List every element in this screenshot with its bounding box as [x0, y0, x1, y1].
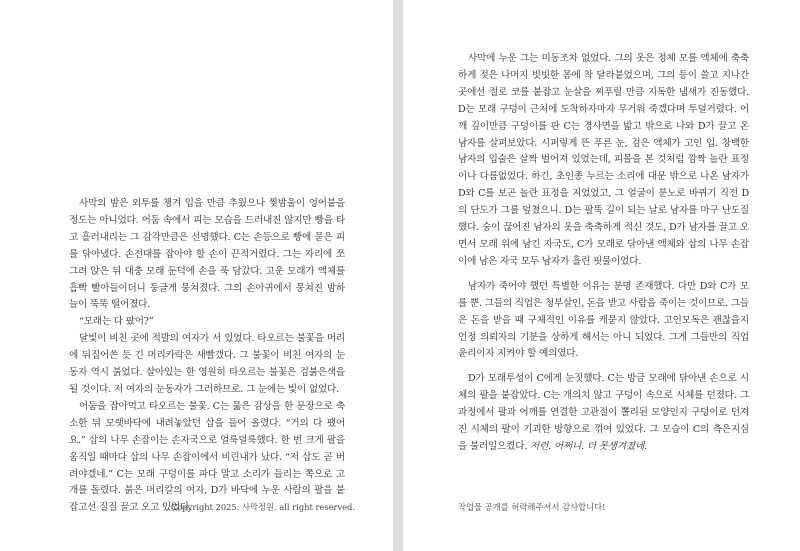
right-page [403, 0, 800, 551]
right-page-text [458, 51, 749, 456]
paragraph-with-italic [458, 371, 749, 456]
left-page-text [69, 196, 345, 517]
paragraph: 사막의 밤은 외투를 챙겨 입을 만큼 추웠으나 찢밤울이 엉어붙을 정도는 아니었다. 어둠 속에서 피는 모습을 드러내진 않지만 빵을 타고 흘러내리는 그 감각만큼은 선명했다. C는 손등으로 빵에 묻은 피를 닦아냈다. 손전대를 잡아야 할 손이 끈적거렸다. 그는 자리에 쪼그려 앉은 뒤 대충 모래 둔덕에 손을 푹 담갔다. 고운 모래가 액체를 흡빡 빨아들이더니 둥글게 뭉쳐졌다. 그의 손아귀에서 뭉쳐진 밤하늘이 뚝뚝 떨어졌다. [69, 198, 345, 311]
paragraph: 사막에 누운 그는 미동조차 없었다. 그의 옷은 정체 모를 액체에 축축하게 젖은 나머지 빗빗한 몸에 착 달라붙었으며, 그의 등이 쓸고 지나간 곳에선 절로 코를 붙잡고 눈살을 찌푸릴 만큼 지독한 냄새가 진동했다. D는 모래 구덩이 근처에 도착하자마자 무거워 죽겠다며 투덜거렸다. 어깨 깊이만큼 구덩이를 판 C는 경사면을 밟고 밖으로 나와 D가 끌고 온 남자를 살펴보았다. 시퍼렇게 뜬 푸른 눈, 검은 액체가 고인 입. 창백한 남자의 입술은 살짝 벌어져 있었는데, 피몰을 본 것처럼 깜짝 놀란 표정이나 다름없었다. 하긴, 초인종 누르는 소리에 대문 밖으로 나온 남자가 D와 C를 보곤 놀란 표정을 지었었고, 그 얼굴이 분노로 바뀌기 직전 D의 단도가 그를 덮쳤으니. D는 팔뚝 길이 되는 날로 남자를 마구 난도질했다. 숭이 끊어진 남자의 옷을 축축하게 적신 것도, D가 남자를 끌고 오면서 모래 위에 남긴 자국도, C가 모래로 닦아낸 액체와 삽의 나무 손잡이에 남은 자국 모두 남자가 흘린 핏물이었다. [458, 53, 749, 267]
paragraph: 남자가 죽어야 했던 특별한 이유는 분명 존재했다. 다만 D와 C가 모를 뿐. 그들의 직업은 청부살인, 돈을 받고 사람을 죽이는 것이므로. 그들은 돈을 받을 때 구체적인 이유를 캐묻지 않았다. 고인모독은 괜찮을지언정 의뢰자의 기분을 상하게 해서는 아니 되었다. 그게 그들만의 직업윤리이자 지켜야 할 예의였다. [458, 280, 749, 360]
italic-remark: 저런. 어쩌니. 더 못생겨졌네. [530, 440, 647, 452]
copyright-footer: Copyright 2025. 사막정원. all right reserved. [171, 502, 356, 512]
thanks-footer: 작업물 공개를 허락해주셔서 감사합니다! [458, 502, 606, 512]
paragraph: 달빛이 비친 곳에 적발의 여자가 서 있었다. 타오르는 불꽃을 머리에 뒤집어쓴 듯 긴 머리카락은 새빨갰다. 그 불꽃이 비친 여자의 눈동자 역시 붉었다. 살아있는 한 영원히 타오르는 불꽃은 검붉은색을 될 것이다. 저 여자의 눈동자가 그러하므로. 그 눈에는 빛이 없었다. [69, 333, 345, 395]
paragraph: 어둠을 잡아먹고 타오르는 불꽃. C는 뭃은 감상을 한 문장으로 축소한 뒤 모랫바닥에 내려놓았던 삽을 들어 올렸다. “거의 다 팼어요.” 삽의 나무 손잡이는 손자국으로 얼룩덜룩했다. 한 번 크게 팔을 움직일 때마다 삽의 나무 손잡이에서 비린내가 났다. “저 삽도 곧 버려야겠네.” C는 모래 구덩이를 파다 말고 소리가 들리는 쪽으로 고개를 돌렸다. 붉은 머리칼의 여자, D가 바닥에 누운 사람의 팔을 붙잡고선 질질 끌고 오고 있었다. [69, 400, 345, 514]
paragraph-text: D가 모래투성이 C에게 눈짓했다. C는 방금 모래에 닦아낸 손으로 시체의 팔을 붙잡았다. C는 개의치 않고 구덩이 속으로 시체를 던졌다. 그 과정에서 팔과 어깨를 연결한 고관절이 뽈리된 모양인지 구덩이로 던져진 시체의 팔이 기괴한 방향으로 꺾여 있었다. 그 모습이 C의 측은지심을 불러일으켰다. [458, 373, 749, 452]
left-page [0, 0, 393, 551]
page-gutter [393, 0, 403, 551]
paragraph: “모래는 다 팠어?” [79, 316, 154, 328]
